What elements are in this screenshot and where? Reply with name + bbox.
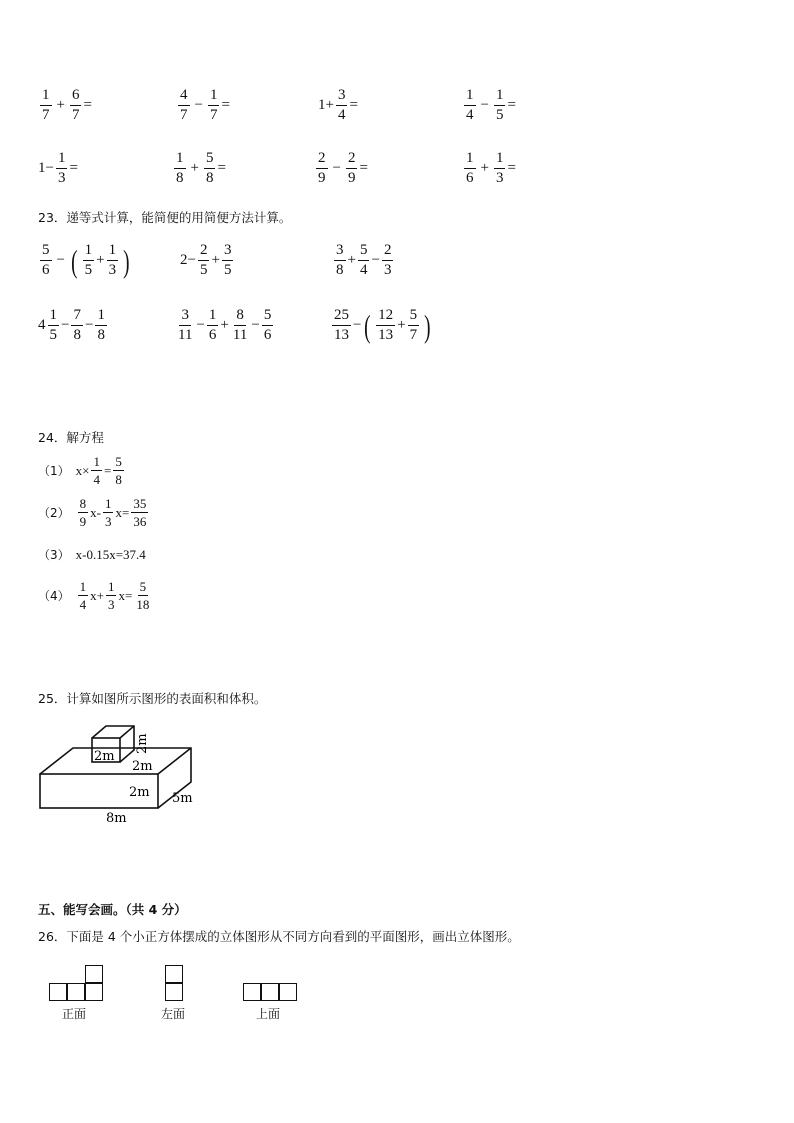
fraction <box>95 308 107 343</box>
fraction <box>382 243 394 278</box>
numerator: 5 <box>40 243 52 261</box>
math-symbol: − <box>61 317 70 333</box>
numerator: 1 <box>494 151 506 169</box>
math-symbol: − <box>353 317 362 333</box>
label-cube-height: 2m <box>135 733 150 754</box>
fraction <box>208 88 220 123</box>
math-symbol: = <box>359 160 368 176</box>
numerator: 3 <box>179 308 191 326</box>
q23-expr-2 <box>180 243 235 278</box>
denominator: 6 <box>42 262 50 278</box>
denominator: 7 <box>409 327 418 343</box>
parenthesis: ( <box>71 242 78 279</box>
math-symbol: − <box>332 160 341 176</box>
equation-label: （3） <box>38 548 70 562</box>
numerator: 3 <box>334 243 346 261</box>
fraction <box>336 88 348 123</box>
math-symbol: + <box>56 97 65 113</box>
denominator: 5 <box>84 262 93 278</box>
numerator: 1 <box>48 308 60 326</box>
denominator: 7 <box>71 107 80 123</box>
q25-title: 25．计算如图所示图形的表面积和体积。 <box>38 691 267 706</box>
math-symbol: 1− <box>38 160 54 176</box>
fraction <box>334 243 346 278</box>
fraction <box>174 151 186 186</box>
math-symbol: + <box>211 252 220 268</box>
q24-eq-3 <box>38 546 146 563</box>
numerator: 3 <box>222 243 234 261</box>
numerator: 3 <box>336 88 348 106</box>
left-view-cell <box>165 965 183 983</box>
denominator: 5 <box>495 107 504 123</box>
top-view-label: 上面 <box>256 1007 281 1021</box>
expr-4-7-minus-1-7 <box>176 88 230 123</box>
math-symbol: − <box>84 317 94 333</box>
math-symbol: + <box>347 252 356 268</box>
denominator: 5 <box>223 262 232 278</box>
math-symbol: x= <box>118 587 133 603</box>
fraction <box>134 580 151 611</box>
denominator: 8 <box>73 327 81 343</box>
math-symbol: 2− <box>180 252 196 268</box>
denominator: 5 <box>49 327 57 343</box>
math-symbol: + <box>220 317 229 333</box>
denominator: 9 <box>79 514 87 529</box>
expr-1-7-plus-6-7 <box>38 88 92 123</box>
fraction <box>56 151 68 186</box>
equation-label: （4） <box>38 589 70 603</box>
denominator: 3 <box>57 170 66 186</box>
fraction <box>198 243 210 278</box>
math-symbol: − <box>194 97 203 113</box>
top-view-cell <box>261 983 279 1001</box>
denominator: 6 <box>208 327 217 343</box>
denominator: 36 <box>133 514 147 529</box>
denominator: 8 <box>336 262 344 278</box>
denominator: 8 <box>205 170 214 186</box>
fraction <box>71 308 83 343</box>
numerator: 2 <box>346 151 358 169</box>
math-symbol: 4 <box>38 317 46 333</box>
fraction <box>107 243 119 278</box>
left-view-cell <box>165 983 183 1001</box>
fraction <box>113 455 124 486</box>
denominator: 5 <box>199 262 208 278</box>
equation-label: （2） <box>38 506 70 520</box>
equation-label: （1） <box>38 464 70 478</box>
fraction <box>262 308 274 343</box>
denominator: 13 <box>378 327 394 343</box>
fraction <box>316 151 328 186</box>
math-symbol: 1+ <box>318 97 334 113</box>
numerator: 5 <box>115 454 122 469</box>
top-view-cell <box>243 983 261 1001</box>
math-symbol: − <box>480 97 489 113</box>
front-view-cell <box>85 983 103 1001</box>
expr-1-plus-3-4 <box>318 88 358 123</box>
math-symbol: x- <box>90 504 101 520</box>
denominator: 4 <box>93 472 100 487</box>
numerator: 1 <box>208 88 220 106</box>
parenthesis: ) <box>123 242 130 279</box>
math-symbol: − <box>371 252 380 268</box>
math-symbol: = <box>221 97 230 113</box>
numerator: 7 <box>71 308 83 326</box>
q23-title: 23．递等式计算，能简便的用简便方法计算。 <box>38 210 292 225</box>
denominator: 8 <box>97 327 105 343</box>
q23-expr-3 <box>332 243 395 278</box>
math-symbol: = <box>83 97 92 113</box>
numerator: 1 <box>107 243 119 261</box>
fraction <box>207 308 219 343</box>
denominator: 3 <box>108 262 117 278</box>
numerator: 8 <box>79 496 87 511</box>
denominator: 9 <box>347 170 356 186</box>
q23-expr-6 <box>330 308 434 343</box>
expr-1-minus-1-3 <box>38 151 78 186</box>
denominator: 6 <box>263 327 272 343</box>
numerator: 4 <box>178 88 190 106</box>
denominator: 8 <box>176 170 184 186</box>
label-cube-depth: 2m <box>132 759 153 774</box>
fraction <box>332 308 351 343</box>
expr-1-8-plus-5-8 <box>172 151 226 186</box>
numerator: 1 <box>494 88 506 106</box>
top-view-cell <box>279 983 297 1001</box>
section-5-title: 五、能写会画。（共 4 分） <box>38 902 187 917</box>
fraction <box>231 308 249 343</box>
numerator: 2 <box>198 243 210 261</box>
expr-1-4-minus-1-5 <box>462 88 516 123</box>
cube-top-right-edge <box>120 726 134 738</box>
math-symbol: = <box>217 160 226 176</box>
numerator: 1 <box>79 579 87 594</box>
fraction <box>376 308 395 343</box>
q24-eq-2 <box>38 497 150 528</box>
q24-eq-4 <box>38 580 153 611</box>
label-cube-front: 2m <box>94 749 115 764</box>
left-view-label: 左面 <box>161 1007 186 1021</box>
numerator: 1 <box>464 151 476 169</box>
math-symbol: = <box>69 160 78 176</box>
fraction <box>106 580 117 611</box>
front-view-cell <box>49 983 67 1001</box>
numerator: 5 <box>262 308 274 326</box>
denominator: 4 <box>466 107 474 123</box>
math-symbol: = <box>507 97 516 113</box>
math-symbol: − <box>56 252 65 268</box>
q24-title: 24．解方程 <box>38 430 104 445</box>
denominator: 11 <box>232 327 248 343</box>
numerator: 1 <box>56 151 68 169</box>
denominator: 13 <box>334 327 349 343</box>
numerator: 5 <box>204 151 216 169</box>
math-symbol: = <box>507 160 516 176</box>
denominator: 7 <box>180 107 188 123</box>
numerator: 2 <box>382 243 394 261</box>
fraction <box>408 308 420 343</box>
fraction <box>176 308 194 343</box>
denominator: 3 <box>383 262 392 278</box>
front-view-label: 正面 <box>62 1007 87 1021</box>
math-symbol: = <box>349 97 358 113</box>
q23-expr-4 <box>38 308 109 343</box>
q26-title: 26．下面是 4 个小正方体摆成的立体图形从不同方向看到的平面图形，画出立体图形。 <box>38 929 520 944</box>
fraction <box>103 497 114 528</box>
fraction <box>346 151 358 186</box>
denominator: 6 <box>466 170 474 186</box>
denominator: 3 <box>107 597 115 612</box>
base-back-edges <box>40 748 191 808</box>
numerator: 1 <box>104 496 112 511</box>
q23-expr-1 <box>38 243 133 278</box>
expr-1-6-plus-1-3 <box>462 151 516 186</box>
numerator: 1 <box>83 243 95 261</box>
numerator: 35 <box>133 496 147 511</box>
fraction <box>78 580 89 611</box>
numerator: 6 <box>70 88 82 106</box>
math-symbol: x-0.15x=37.4 <box>75 546 146 562</box>
math-symbol: x× <box>75 462 90 478</box>
denominator: 8 <box>115 472 122 487</box>
math-symbol: x+ <box>90 587 104 603</box>
fraction <box>204 151 216 186</box>
label-base-height: 2m <box>129 785 150 800</box>
math-symbol: − <box>251 317 260 333</box>
parenthesis: ( <box>364 307 371 344</box>
fraction <box>78 497 89 528</box>
numerator: 1 <box>95 308 107 326</box>
math-symbol: − <box>196 317 205 333</box>
expr-2-9-minus-2-9 <box>314 151 368 186</box>
denominator: 4 <box>79 597 87 612</box>
denominator: 18 <box>136 597 150 612</box>
math-symbol: x= <box>115 504 130 520</box>
denominator: 4 <box>337 107 346 123</box>
fraction <box>40 88 52 123</box>
numerator: 5 <box>408 308 420 326</box>
numerator: 1 <box>40 88 52 106</box>
denominator: 7 <box>42 107 50 123</box>
base-top-right-edge <box>158 748 191 774</box>
numerator: 12 <box>376 308 395 326</box>
fraction <box>70 88 82 123</box>
numerator: 1 <box>207 308 219 326</box>
front-view-cell <box>67 983 85 1001</box>
fraction <box>83 243 95 278</box>
math-symbol: + <box>96 252 105 268</box>
math-symbol: + <box>190 160 199 176</box>
denominator: 4 <box>359 262 368 278</box>
front-view-cell <box>85 965 103 983</box>
fraction <box>494 151 506 186</box>
numerator: 1 <box>107 579 115 594</box>
numerator: 2 <box>316 151 328 169</box>
fraction <box>464 88 476 123</box>
parenthesis: ) <box>424 307 431 344</box>
math-symbol: + <box>397 317 406 333</box>
fraction <box>464 151 476 186</box>
math-symbol: = <box>103 462 112 478</box>
numerator: 8 <box>234 308 246 326</box>
cuboid-figure <box>36 718 206 830</box>
label-base-depth: 5m <box>172 791 193 806</box>
denominator: 3 <box>104 514 112 529</box>
fraction <box>40 243 52 278</box>
fraction <box>91 455 102 486</box>
denominator: 9 <box>318 170 326 186</box>
fraction <box>131 497 148 528</box>
numerator: 5 <box>358 243 370 261</box>
fraction <box>48 308 60 343</box>
fraction <box>178 88 190 123</box>
denominator: 3 <box>495 170 504 186</box>
numerator: 25 <box>332 308 351 326</box>
fraction <box>222 243 234 278</box>
fraction <box>494 88 506 123</box>
label-base-length: 8m <box>106 811 127 826</box>
numerator: 1 <box>464 88 476 106</box>
denominator: 11 <box>178 327 193 343</box>
math-symbol: + <box>480 160 489 176</box>
numerator: 1 <box>174 151 186 169</box>
numerator: 1 <box>93 454 100 469</box>
q24-eq-1 <box>38 455 126 486</box>
q23-expr-5 <box>174 308 275 343</box>
denominator: 7 <box>209 107 218 123</box>
fraction <box>358 243 370 278</box>
numerator: 5 <box>139 579 147 594</box>
